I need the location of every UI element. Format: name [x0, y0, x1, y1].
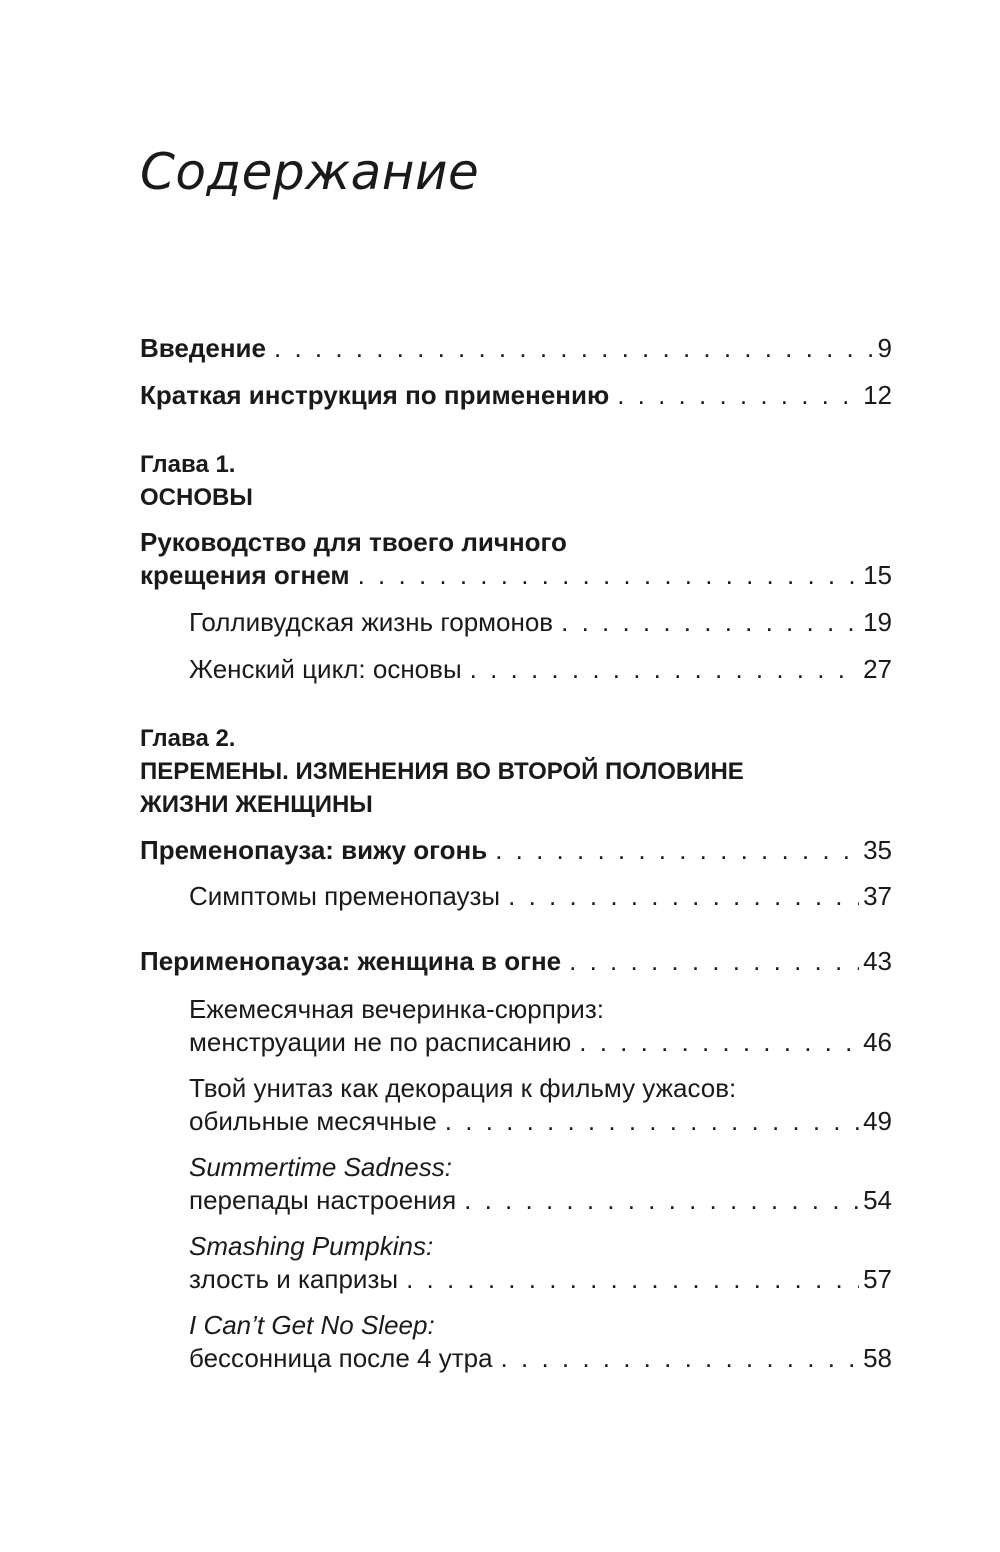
toc-entry-label-line2: злость и капризы — [189, 1264, 399, 1294]
toc-entry-label-line1: I Can’t Get No Sleep: — [189, 1310, 435, 1340]
chapter-title-line2: ЖИЗНИ ЖЕНЩИНЫ — [140, 791, 373, 818]
leader-dots — [445, 1105, 859, 1138]
toc-entry-heavy-periods[interactable] — [140, 1072, 892, 1138]
toc-entry-page: 58 — [863, 1343, 892, 1373]
toc-entry-monthly-surprise[interactable] — [140, 993, 892, 1059]
toc-entry-page: 35 — [863, 835, 892, 865]
leader-dots — [508, 880, 859, 913]
toc-entry-page: 57 — [863, 1264, 892, 1294]
chapter-number: Глава 2. — [140, 725, 236, 752]
toc-entry-no-sleep[interactable] — [140, 1309, 892, 1375]
leader-dots — [470, 653, 859, 686]
toc-entry-label-line2: обильные месячные — [189, 1106, 437, 1136]
toc-entry-page: 43 — [863, 946, 892, 976]
toc-entry-page: 49 — [863, 1106, 892, 1136]
toc-entry-label-line2: перепады настроения — [189, 1185, 457, 1215]
toc-entry-summertime-sadness[interactable] — [140, 1151, 892, 1217]
toc-entry-label-line1: Твой унитаз как декорация к фильму ужасов: — [189, 1073, 737, 1103]
toc-entry-smashing-pumpkins[interactable] — [140, 1230, 892, 1296]
toc-entry-page: 37 — [863, 881, 892, 911]
leader-dots — [561, 606, 859, 639]
toc-entry-label-line1: Smashing Pumpkins: — [189, 1231, 434, 1261]
toc-entry-perimenopause[interactable] — [140, 945, 892, 978]
toc-entry-page: 9 — [877, 333, 892, 363]
page-title: Содержание — [140, 143, 480, 201]
toc-entry-quick-guide[interactable] — [140, 379, 892, 412]
toc-entry-page: 54 — [863, 1185, 892, 1215]
toc-entry-label: Краткая инструкция по применению — [140, 380, 610, 410]
leader-dots — [274, 332, 874, 365]
toc-entry-label-line1: Ежемесячная вечеринка-сюрприз: — [189, 994, 604, 1024]
toc-entry-page: 46 — [863, 1027, 892, 1057]
table-of-contents — [140, 332, 892, 1375]
toc-entry-hollywood-hormones[interactable] — [140, 606, 892, 639]
toc-entry-female-cycle[interactable] — [140, 653, 892, 686]
toc-entry-label: Женский цикл: основы — [189, 654, 462, 684]
toc-entry-page: 15 — [863, 560, 892, 590]
leader-dots — [406, 1263, 859, 1296]
chapter-number: Глава 1. — [140, 451, 236, 478]
toc-entry-label-line2: менструации не по расписанию — [189, 1027, 572, 1057]
chapter-title: ОСНОВЫ — [140, 484, 253, 511]
leader-dots — [464, 1184, 859, 1217]
toc-entry-intro[interactable] — [140, 332, 892, 365]
chapter-title-line1: ПЕРЕМЕНЫ. ИЗМЕНЕНИЯ ВО ВТОРОЙ ПОЛОВИНЕ — [140, 758, 744, 785]
leader-dots — [617, 379, 859, 412]
toc-entry-label: Перименопауза: женщина в огне — [140, 946, 562, 976]
leader-dots — [569, 945, 859, 978]
toc-entry-label-line2: крещения огнем — [140, 560, 350, 590]
leader-dots — [358, 559, 859, 592]
toc-entry-premenopause-symptoms[interactable] — [140, 880, 892, 913]
toc-entry-label: Симптомы пременопаузы — [189, 881, 501, 911]
leader-dots — [495, 834, 859, 867]
toc-entry-baptism-by-fire[interactable] — [140, 526, 892, 592]
toc-entry-page: 27 — [863, 654, 892, 684]
toc-entry-label: Пременопауза: вижу огонь — [140, 835, 488, 865]
toc-entry-label-line1: Summertime Sadness: — [189, 1152, 452, 1182]
toc-entry-premenopause[interactable] — [140, 834, 892, 867]
toc-entry-label-line1: Руководство для твоего личного — [140, 527, 567, 557]
leader-dots — [579, 1026, 859, 1059]
toc-entry-page: 12 — [863, 380, 892, 410]
toc-entry-label-line2: бессонница после 4 утра — [189, 1343, 493, 1373]
toc-entry-label: Голливудская жизнь гормонов — [189, 607, 554, 637]
chapter-2-heading — [140, 722, 892, 821]
toc-entry-page: 19 — [863, 607, 892, 637]
chapter-1-heading — [140, 448, 892, 514]
toc-entry-label: Введение — [140, 333, 266, 363]
leader-dots — [501, 1342, 860, 1375]
